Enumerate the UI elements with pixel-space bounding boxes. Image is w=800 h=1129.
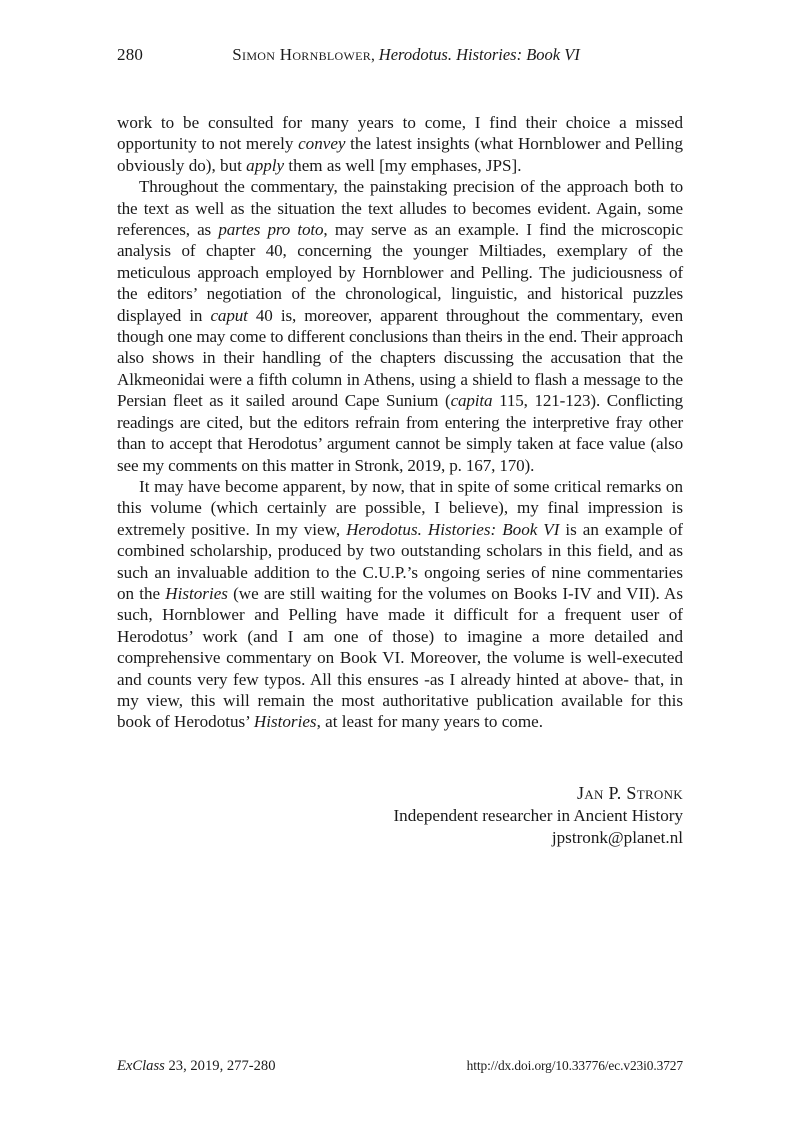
journal-citation (117, 1058, 276, 1075)
text-run: 115, 121-123). Conflicting readings are cited, but the editors refrain from entering the interpretive fray other than to accept that Herodotus’ argument cannot be simply taken at face value (also see my comments on this matter in Stronk, 2019, p. 167, 170). (117, 391, 683, 475)
page-footer (117, 1058, 683, 1075)
paragraph-conclusion (117, 476, 683, 733)
book-title-histories: Histories (165, 583, 228, 603)
signature-block (117, 783, 683, 848)
text-run: work to be consulted for many years to come, I find their choice a missed opportunity to not merely (117, 113, 683, 154)
text-run: Throughout the commentary, the painstaking precision of the approach both to the text as well as the situation the text alludes to becomes evident. Again, some references, as (117, 177, 683, 240)
text-run: them as well [my emphases, JPS]. (284, 155, 522, 175)
journal-name: ExClass (117, 1058, 165, 1074)
latin-term-caput: caput (210, 305, 248, 325)
emphasis-convey: convey (298, 134, 346, 154)
book-title-herodotus-histories: Herodotus. Histories: Book VI (346, 519, 560, 539)
doi-link[interactable]: http://dx.doi.org/10.33776/ec.v23i0.3727 (466, 1058, 683, 1073)
paragraph-continued (117, 112, 683, 176)
text-run: is an example of combined scholarship, produced by two outstanding scholars in this field, and as such an invaluable addition to the C.U.P.’s ongoing series of nine commentaries on the (117, 519, 683, 603)
page-number: 280 (117, 45, 144, 64)
text-run: the latest insights (what Hornblower and Pelling obviously do), but (117, 134, 683, 175)
running-head-author: Simon Hornblower (232, 45, 372, 64)
emphasis-apply: apply (246, 155, 285, 175)
text-run: , may serve as an example. I find the microscopic analysis of chapter 40, concerning the younger Miltiades, exemplary of the meticulous approach employed by Hornblower and Pelling. The judiciousness of the editors’ negotiation of the chronological, linguistic, and historical puzzles displayed in (117, 220, 683, 325)
paragraph-throughout (117, 176, 683, 476)
text-run: 40 is, moreover, apparent throughout the commentary, even though one may come to different conclusions than theirs in the end. Their approach also shows in their handling of the chapters discussing the accusation that the Alkmeonidai were a fifth column in Athens, using a shield to flash a message to the Persian fleet as it sailed around Cape Sunium ( (117, 305, 684, 411)
latin-phrase-partes-pro-toto: partes pro toto (218, 220, 324, 240)
latin-term-capita: capita (450, 391, 493, 411)
citation-details: 23, 2019, 277-280 (164, 1058, 276, 1074)
reviewer-name: Jan P. Stronk (577, 783, 683, 803)
text-run: (we are still waiting for the volumes on Books I-IV and VII). As such, Hornblower and Pelling have made it difficult for a frequent user of Herodotus’ work (and I am one of those) to imagine a more detailed and comprehensive commentary on Book VI. Moreover, the volume is well-executed and counts very few typos. All this ensures -as I already hinted at above- that, in my view, this will remain the most authoritative publication available for this book of Herodotus’ (117, 583, 683, 732)
body-text-block (117, 112, 683, 733)
book-title-histories-final: Histories (253, 712, 317, 732)
reviewer-email[interactable]: jpstronk@planet.nl (551, 827, 683, 847)
running-head (117, 45, 683, 67)
reviewer-affiliation: Independent researcher in Ancient History (393, 805, 683, 825)
text-run: , at least for many years to come. (316, 712, 543, 732)
running-head-work-title: Herodotus. Histories: Book VI (378, 45, 580, 64)
running-head-separator: , (371, 47, 379, 64)
text-run: It may have become apparent, by now, that in spite of some critical remarks on this volume (which certainly are possible, I believe), my final impression is extremely positive. In my view, (117, 476, 683, 539)
running-head-title (129, 45, 683, 65)
